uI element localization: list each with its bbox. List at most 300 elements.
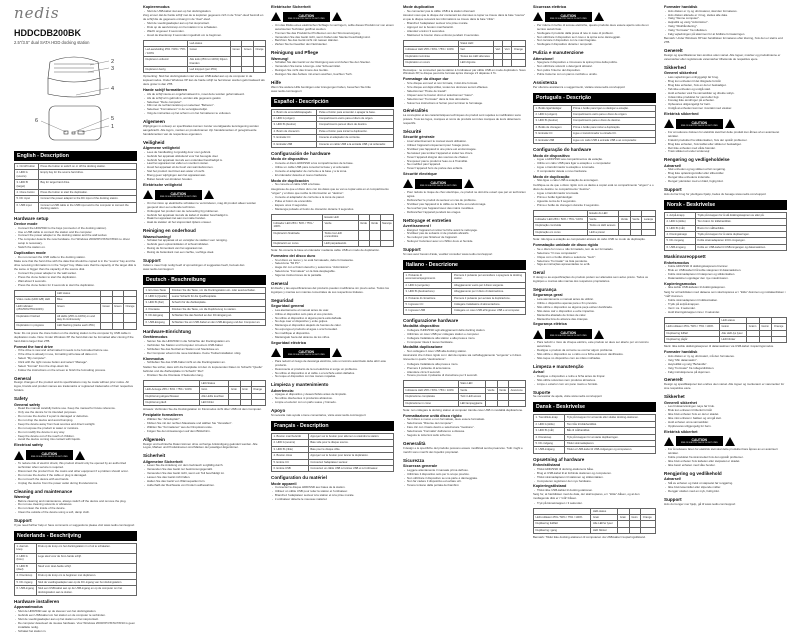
subsection-heading: Warnung! [271,56,289,61]
section-heading: Sikkerhet [664,394,685,400]
section-heading: Segurança [533,287,557,293]
list-item: - Sluit de HDD/SSD aan op de sleuven van het dockingstation. [14,610,137,614]
list-item: - Non utilizzare solventi o detergenti abrasivi. [533,65,656,69]
list-item: - Verwenden Sie keine Lösungs- oder Scheuermittel. [271,65,394,69]
table-row [272,465,394,471]
table-cell: Grøn [618,515,629,521]
table-cell [642,229,656,235]
table-cell [759,337,772,343]
list-item: - Brug ikke opløsningsmidler eller slibemidler. [664,172,787,176]
table-cell: Schließen Sie ein USB-Kabel an den USB-Eingang und den Computer an. [170,319,266,325]
paragraph: Il design e le specifiche del prodotto possono essere modificati senza preavviso. Tutti i loghi e marchi sono marchi dei rispettivi proprietari. [403,445,523,454]
table-cell: Grønn [720,324,747,330]
table-row [665,337,787,343]
info-table [271,214,394,247]
docking-station-front-view [49,106,101,140]
section-heading: Hardware installeren [14,599,60,605]
list-item: - Apague el dispositivo y desenchúfelo antes de limpiarlo. [271,393,394,397]
table-cell: 5. Entrada CC [272,135,317,141]
info-table [403,380,526,407]
table-cell: Toutes les LED allumées [458,53,493,59]
subsection-heading: Modo de duplicación [271,178,309,183]
caution-box [545,329,592,339]
subsection-heading: Waarschuwing! [143,234,171,239]
list-item: - Utilisez un câble USB pour relier la station et l'ordinateur. [271,490,394,494]
table-cell: 2. HDD A (sorgente) [404,282,452,288]
table-cell: 2. HDD A (bron) [15,553,37,563]
info-table [664,212,787,251]
paragraph: Sørg for at harddisken med dataene som skal kopieres er i "kilde"-brønnen og mottakerdisken i "mål"-brønnen. [664,289,786,298]
list-item: - Reinig de buitenkant met een zachte, vochtige doek. [143,251,266,255]
table-cell: 4. Kloonknop [15,573,37,579]
section-heading: Suporte [533,389,551,395]
table-cell: Led-aanduiding 25% / 50% / 75% / 100% [144,47,188,57]
info-table [271,109,394,148]
list-item: - Conecte el adaptador de corriente a la toma de pared. [271,196,394,200]
list-item: - Hvis disken er ny og uformateret, skal den formateres. [664,10,787,14]
model-title: HDDCDB200BK [14,28,82,38]
list-item: - Siga las instrucciones de la pantalla. [271,274,394,278]
paragraph: Remarque : ne connectez pas la station à l'ordinateur par câble USB en mode duplication. Sous Windows XP, le disque peut être formaté après clonage s'il dépasse 2 To. [403,67,526,76]
info-table [14,543,137,596]
paragraph: Si necesita más ayuda o tiene comentarios, visite www.nedis.com/support [271,412,366,417]
list-item: - Desconecte el producto de la red eléctrica si surge un problema. [271,368,394,372]
subsection-heading: Format the hard drive [14,344,54,349]
table-cell: 5. DC-Eingang [144,313,170,319]
table-cell: Verde [458,387,485,393]
table-cell [242,66,253,72]
table-cell [242,57,253,67]
subsection-heading: Algemene veiligheid [143,146,180,151]
list-item: - Não ligue o cabo USB à estação de ancoragem. [533,179,656,183]
list-item: - Ligue o transformador à estação e à tomada. [533,166,656,170]
subsection-heading: Elektrische veiligheid [143,183,182,187]
section-heading: Support [14,518,32,524]
table-cell: Duplikering fuldført [534,521,591,527]
list-item: - Tenere premuto il pulsante di clonazione per 3 secondi. [403,374,526,378]
list-item: - Ikke bruk enheten hvis en del er skadet. [664,413,787,417]
table-cell: Prima o botão para iniciar a duplicação. [571,124,655,130]
warning-triangle-icon [332,348,342,357]
subsection-heading: Warning! [14,494,31,499]
table-cell: Oransje [772,324,787,330]
section-heading: Limpeza e manutenção [533,363,584,369]
list-item: - Branchez l'adaptateur secteur à la prise murale. [403,22,526,26]
list-item: - Ne connectez pas le câble USB à la station d'accueil. [403,10,526,14]
table-cell: 1. On/off button [15,164,39,170]
list-item: - Si le disque est déjà utilisé, toutes les données seront effacées. [403,86,526,90]
caution-box [283,12,330,22]
warning-triangle-icon [725,437,735,446]
list-item: - Wählen Sie "Formatieren" aus der Dropdown-Liste. [143,426,266,430]
table-cell: Duplisering fullført [665,330,720,336]
table-cell: Ligue o transformador à entrada CC. [571,131,655,137]
list-item: - Utilize um cabo USB para ligar a estação e o computador. [533,162,656,166]
table-row [272,220,394,230]
table-cell: Todos os LED acesos [587,223,618,229]
table-cell: Duplikering i gang [534,527,591,533]
list-item: - Débranchez l'appareil pendant les orages. [403,211,526,215]
list-item: - Außerhalb der Reichweite von Kindern aufbewahren. [143,484,266,488]
table-cell: Tilslut et USB-kabel til USB-indgangen og computeren. [565,447,656,453]
brand-logo: nedis [14,4,60,22]
table-cell: Grün [229,387,240,393]
caution-sublabel: RISK OF ELECTRIC SHOCK DO NOT OPEN [31,455,68,458]
table-cell: Tilslut strømadapteren. [565,440,656,446]
list-item: - Ziehen Sie bei Gewitter den Netzstecker. [271,43,394,47]
table-row [15,586,137,596]
list-item: - Sluk enheden og tag stikket ud før rengøring. [664,168,787,172]
list-item: - Utilizzare un cavo USB per collegare station e computer. [403,333,526,337]
table-cell: Todos los LED encendidos [322,230,358,240]
caution-box [26,450,73,460]
section-heading: Seguridad [271,297,294,303]
table-cell: 3. HDD B (destinazione) [404,289,452,295]
caution-sublabel: RISK OF ELECTRIC SHOCK DO NOT OPEN [160,195,197,198]
table-cell: 2. HDD A (source) [272,440,309,446]
table-cell: Baie vide pour le disque source. [308,440,393,446]
caution-label: CAUTION [560,331,576,336]
list-item: - Connect the power adapter to the docking station and the wall socket. [14,234,137,238]
list-item: - Udsæt ikke produktet for vand eller fugt. [664,96,787,100]
table-row [272,240,394,246]
table-row [15,313,137,323]
table-cell: Duplicación finalizada [272,230,323,240]
list-item: - Vælg "Diskhåndtering". [664,25,787,29]
list-item: - Keep the device away from heat sources and direct sunlight. [14,423,137,427]
paragraph: Si vous avez besoin d'aide, veuillez consulter www.nedis.com/support [403,252,493,257]
table-cell: Premere il pulsante per accendere o spegnere la docking station. [452,272,526,282]
list-item: - Press the clone button for 3 seconds to start the duplication. [14,284,137,288]
list-item: - Limpie el exterior con un paño suave y húmedo. [271,401,394,405]
table-cell: Indicateur LED 25% / 50% / 75% / 100% [404,47,459,53]
list-item: - Schakel het station in. [14,630,137,633]
table-cell: 5. Entrée CC [272,459,309,465]
subsection-heading: Modo de dispositivo [271,157,308,162]
list-item: - The computer detects the new hardware. For Windows 2000/XP/VISTA/7/8/10 no driver setup is necessary. [14,238,137,246]
callout-5: 5 [111,116,115,122]
list-item: - Attendez environ 3 secondes. [403,30,526,34]
language-section-header: Português - Descrição [533,93,656,103]
table-cell: Bay for target hard drive. [38,180,136,190]
list-item: - Espere unos 3 segundos. [271,204,394,208]
callout-4: 4 [111,86,115,92]
table-cell [772,337,787,343]
table-cell: Alle LEDs leuchten [199,393,229,399]
table-cell: LED-indikator 25% / 50% / 75% / 100% [534,515,591,521]
list-item: - Høyreklikk og velg "Behandle". [664,363,787,367]
subsection-heading: Sécurité générale [403,135,435,140]
list-item: - Ne nettoyez pas l'intérieur de l'appareil. [403,236,526,240]
table-cell [230,57,241,67]
list-item: - O computador deteta o novo hardware. [533,170,656,174]
caution-sublabel: RISK OF ELECTRIC SHOCK DO NOT OPEN [681,124,718,127]
list-item: - Si le disque est neuf et non formaté, il doit être formaté. [403,82,526,86]
caution-label: CAUTION [691,438,707,443]
table-cell [618,527,629,533]
table-cell: Led knippert (per 25%) [188,66,231,72]
paragraph: Se necessitar de ajuda, visite www.nedis.com/support [533,394,602,399]
subsection-heading: Sécurité électrique [403,172,437,177]
caution-sublabel: RISK OF ELECTRIC SHOCK DO NOT OPEN [550,335,587,338]
list-item: - Drücken Sie die Klontaste 3 Sekunden lang. [143,374,266,378]
list-item: - Cliquez avec le bouton droit et sélectionnez "Gérer". [403,94,526,98]
table-row [404,272,526,282]
list-item: - Prima o botão de clonagem durante 3 segundos. [533,204,656,208]
table-row [15,543,137,553]
list-item: - Ikke berør enheten med våte hender. [664,464,787,468]
list-item: - Druk op de aan/uit-knop om het station in te schakelen. [143,26,266,30]
table-cell: Koble strømadapteren til DC-inngangen. [695,238,786,244]
subsection-heading: Generell sikkerhet [664,400,697,405]
list-item: - Press the clone button to start the duplication. [14,276,137,280]
list-item: - Wählen Sie "Arbeitsplatz". [143,418,266,422]
list-item: - Collegare l'adattatore alla presa a muro. [403,363,526,367]
table-cell: Vert [503,47,512,53]
list-item: - Scollegare il dispositivo durante i temporali. [533,43,656,47]
table-row [15,180,137,190]
list-item: - Do not connect the USB cable to the docking station. [14,256,137,260]
table-cell [503,60,512,66]
list-item: - No utilice el dispositivo si el cable o el enchufe están dañados. [271,372,394,376]
table-row [15,563,137,573]
table-cell [493,60,502,66]
list-item: - Seleccione "Mi PC". [271,262,394,266]
subsection-heading: Kopieringsmodus [664,281,697,286]
table-cell: 1. Ein-/Aus-Taste [144,287,170,293]
list-item: - Do not use cleaning solvents or abrasives. [14,503,137,507]
list-item: - Koble strømadapteren til stasjonen og stikkontakten. [664,273,787,277]
section-heading: Configuración de hardware [271,151,331,157]
subsection-heading: Enhetsmodus [664,260,690,265]
table-cell [251,400,265,406]
table-cell: 1. Tænd/sluk-knap [534,415,565,421]
warning-triangle-icon [14,451,24,460]
table-cell [369,240,380,246]
list-item: - Haal de stekker uit het stopcontact tijdens onweer. [143,221,266,225]
list-item: - Se o disco for novo e não formatado, tem de ser formatado. [533,248,656,252]
table-cell: Collegare un cavo USB all'ingresso USB e al computer. [452,308,526,314]
list-item: - Per ridurre il rischio di scosse elettriche, questo prodotto deve essere aperto solo da un tecnico autorizzato. [533,24,656,32]
subsection-heading: Formater harddisk [664,350,698,355]
table-cell: Appuyez sur le bouton pour allumer ou éteindre la station. [308,433,393,439]
list-item: - Selecteer "Formatteren" in de vervolgkeuzelijst. [143,108,266,112]
table-cell: 2. HDD A (origen) [272,115,317,121]
info-table [14,290,137,330]
info-table [14,163,137,213]
language-section-header: Italiano - Descrizione [403,260,526,270]
table-cell: LED blinker [720,337,747,343]
table-cell: LED-Anzeige 25% / 50% / 75% / 100% [144,387,200,393]
table-cell: Prima o botão para ligar ou desligar a estação. [571,105,655,111]
list-item: - Avoid the device coming into contact with liquids. [14,438,137,442]
warning-triangle-icon [664,437,674,446]
subsection-heading: Advarsel! [664,163,682,168]
list-item: - Connect the power adapter to the wall socket. [14,272,137,276]
table-cell: Verde [497,387,509,393]
table-cell: Tom bås til kildeharddisk. [565,421,656,427]
caution-warning-label [533,12,656,22]
table-cell: Arancione [509,387,526,393]
table-cell: 4. Kloneknap [534,434,565,440]
list-item: - Non collegare il cavo USB alla docking station. [403,350,526,354]
table-cell: 6. Entrada USB [534,137,572,143]
table-cell: 1. Aan/uit-knop [15,543,37,553]
subsection-heading: Formatação unidade de disco rígido [533,243,599,248]
table-cell: Press the button to start the duplication. [38,190,136,196]
list-item: - Følg instruksjonene på skjermen. [664,371,787,375]
list-item: - Velg "Min datamaskin". [664,359,787,363]
table-cell [229,400,240,406]
list-item: - Disconnect the product from the mains and other equipment if a problem should occur. [14,470,137,474]
table-cell: Connect the power adaptor to the DC input of the docking station. [38,196,136,202]
table-cell: Duplication finished [15,313,56,323]
table-cell: Press the button to switch on or off the docking station. [38,164,136,170]
section-heading: Assistenza [533,79,558,85]
list-item: - Éteignez l'appareil et retirez la fiche avant le nettoyage. [403,229,526,233]
list-item: - Conecte el disco HDD/SSD a los compartimentos de la base. [271,162,394,166]
table-row [404,60,526,66]
section-heading: Généralités [403,108,429,114]
table-cell: 2. HDD A (kilde) [665,219,696,225]
table-cell: 6. USB-ingang [15,586,37,596]
paragraph: Hvis du trenger mer hjelp, gå til www.nedis.com/support [664,501,736,506]
list-item: - Desligue o dispositivo e retire a ficha antes de limpar. [533,375,656,379]
list-item: - Schalten Sie das Gerät vor der Reinigung aus und ziehen Sie den Stecker. [271,61,394,65]
table-cell: Trykk på knappen for å slå dokkingstasjonen av eller på. [695,212,786,218]
list-item: - N'utilisez pas l'appareil si une pièce est endommagée. [403,148,526,152]
warning-triangle-icon [664,119,674,128]
table-row [272,230,394,240]
list-item: - Premere il pulsante di accensione. [403,367,526,371]
caution-warning-label [143,190,266,200]
list-item: - Lees de handleiding zorgvuldig door voor gebruik. [143,151,266,155]
list-item: - Højreklik og vælg "Administrer". [664,21,787,25]
table-cell [358,240,369,246]
table-cell: Green [101,303,112,313]
subsection-heading: Sicurezza elettrica [533,5,567,9]
paragraph: Certifique-se de que o disco rígido com os dados a copiar está no compartimento "origem" e o disco de destino no compartimento "destino". [533,182,654,191]
info-table [533,508,656,535]
list-item: - N'utilisez pas l'appareil si le câble ou la fiche est endommagé. [403,203,526,207]
table-cell: 4. Clone button [15,190,39,196]
table-cell: 3. HDD B (destino) [272,122,317,128]
table-cell [380,240,393,246]
caution-sublabel: RISK OF ELECTRIC SHOCK DO NOT OPEN [681,442,718,445]
table-cell: Vert [458,47,493,53]
table-row [15,202,137,212]
list-item: - Ligue o transformador à tomada. [533,192,656,196]
table-cell [101,313,112,323]
section-heading: Generelt [664,377,683,383]
table-cell: LED clignote [458,60,493,66]
list-item: - Velg "Formater" fra rullegardinlisten. [664,367,787,371]
paragraph: Merk: Ikke koble dokkingstasjonen til datamaskinen via USB-kabel i kopieringsmodus. [664,344,774,349]
table-cell [747,337,760,343]
table-cell [358,230,369,240]
table-row [144,47,266,57]
table-cell: 3. HDD B (target) [15,180,39,190]
section-heading: Support [664,496,682,502]
table-cell: 2. HDD A (Quelle) [144,293,170,299]
subsection-heading: Formatage du disque dur [403,77,449,82]
list-item: - Mantenga el dispositivo alejado de fuentes de calor. [271,324,394,328]
product-subtitle: 2.5"/3.5" dual SATA HDD docking station [14,40,90,45]
table-cell: Drücken Sie die Taste, um die Dockingstation ein- oder auszuschalten. [170,287,266,293]
table-cell: Compartimento para o disco de destino. [571,118,655,124]
list-item: - Before cleaning and maintenance, always switch off the device and remove the plug. [14,500,137,504]
list-item: - Buiten bereik van kinderen houden. [143,178,266,182]
caution-box [283,348,330,358]
table-row [665,244,787,250]
table-cell: Compartimento vacío para el disco de origen. [317,115,394,121]
table-cell: Pulse el botón para encender o apagar la base. [317,109,394,115]
caution-box [676,436,723,446]
list-item: - Vent i ca. 3 sekunder. [664,307,787,311]
table-cell: 4. Bouton clone [272,453,309,459]
paragraph: Design und technische Daten können ohne vorherige Ankündigung geändert werden. Alle Logos, Marken und Produktnamen sind Marken der jeweiligen Eigentümer. [143,441,258,450]
list-item: - Als de schijf nieuw en ongeformatteerd is, moet deze worden geformatteerd. [143,93,266,97]
section-heading: Apoyo [271,408,286,414]
table-cell: All LEDs (25% to 100%) on and stay lit continuously [55,313,100,323]
caution-warning-label [533,329,656,339]
list-item: - Tenez l'appareil éloigné des sources de chaleur. [403,156,526,160]
table-cell: Statut LED [458,40,493,46]
table-cell: Sluit de voedingsadapter aan op de DC-ingang van het dockingstation. [36,579,136,585]
table-cell: 4. Kloningsknapp [665,232,696,238]
list-item: - Houd de kloonknop 3 seconden ingedrukt om te beginnen. [143,34,266,38]
table-cell: Grøn [591,515,618,521]
subsection-heading: Elektrisk sikkerhed [664,112,699,117]
language-section-header: Nederlands - Beschrijving [14,531,137,541]
section-heading: Allgemein [143,436,165,442]
list-item: - Spegnere il dispositivo e rimuovere la spina prima della pulizia. [533,61,656,65]
table-cell: LED parpadeando [322,240,358,246]
table-cell: 1. Bouton marche/arrêt [272,433,309,439]
table-cell: Estado LED [322,214,358,220]
subsection-heading: Segurança elétrica [533,322,567,327]
list-item: - Fare clic con il tasto destro e selezionare "Gestione". [403,426,526,430]
section-heading: Generalità [403,441,426,447]
table-cell: Oranje [253,47,265,57]
paragraph: Indien u meer hulp nodig heeft of opmerkingen of suggesties heeft, bezoek dan www.nedis.com/support [143,262,245,271]
table-cell: 6. USB-indgang [534,447,565,453]
list-item: - Setzen Sie die HDD/SSD in die Schächte der Dockingstation ein. [143,340,266,344]
caution-warning-label [664,119,787,129]
list-item: - Koble strømadapteren til stikkontakten. [664,299,787,303]
paragraph: Stellen Sie sicher, dass sich die Festplatte mit den zu kopierenden Daten im Schacht "Quelle" befindet und die Zielfestplatte im Schacht "Ziel". [143,364,263,373]
table-cell: Laranja [642,217,656,223]
table-cell: 4. Pulsante di clonazione [404,295,452,301]
callout-6: 6 [35,118,39,124]
table-cell: Grønn [759,324,772,330]
list-item: - Raak het apparaat niet aan met natte handen. [143,217,266,221]
subsection-heading: Enhedstilstand [533,463,561,468]
table-cell [509,400,526,406]
language-section-header: Norsk - Beskrivelse [664,200,787,210]
list-item: - Limpe o exterior com um pano macio e húmido. [533,383,656,387]
table-cell: 5. DC-indgang [534,440,565,446]
list-item: - Unplug the device from the power outlet during thunderstorms. [14,482,137,486]
caution-warning-label [664,436,787,446]
list-item: - Do not modify the device in any way. [14,431,137,435]
list-item: - No conecte el cable USB a la base. [271,183,394,187]
table-cell [112,313,123,323]
list-item: - Folgen Sie den Anweisungen auf dem Bildschirm. [143,430,266,434]
caution-label: CAUTION [170,191,186,196]
caution-warning-label [14,450,137,460]
paragraph: Bemærk: Tilslut ikke docking-stationen til computeren via USB-kabel i kopieringstilstand. [533,535,646,540]
